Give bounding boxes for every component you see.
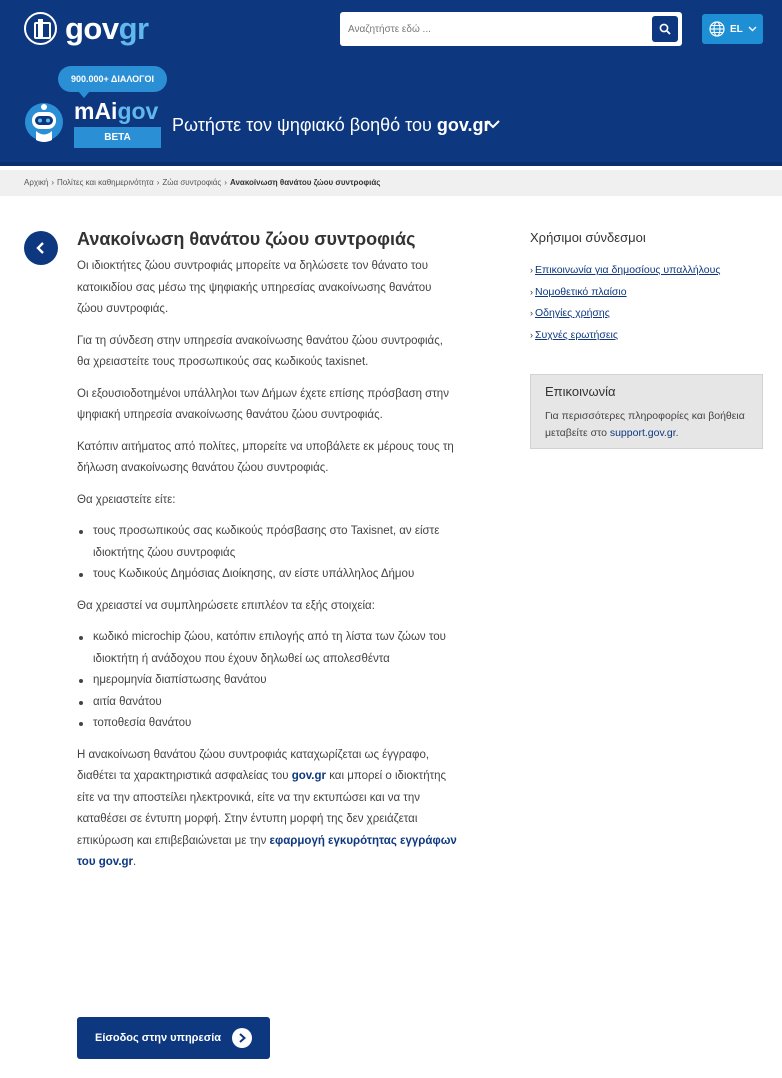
link-usage-instructions[interactable]: Οδηγίες χρήσης [535, 307, 610, 319]
search-box [340, 12, 682, 46]
chevron-down-icon [748, 24, 757, 33]
dialogues-badge: 900.000+ ΔΙΑΛΟΓΟΙ [58, 66, 167, 92]
required-info-list [77, 627, 457, 735]
list-item: τοποθεσία θανάτου [77, 713, 457, 735]
paragraph: Οι εξουσιοδοτημένοι υπάλληλοι των Δήμων έχετε επίσης πρόσβαση στην ψηφιακή υπηρεσία ανακοίνωσης θανάτου ζώου συντροφιάς. [77, 387, 449, 421]
page-title: Ανακοίνωση θανάτου ζώου συντροφιάς [77, 229, 416, 249]
breadcrumb-citizens[interactable]: Πολίτες και καθημερινότητα [56, 178, 154, 187]
beta-label: ΒΕΤΑ [74, 127, 161, 148]
site-header [0, 0, 782, 166]
useful-link-item [530, 325, 720, 347]
list-item: ημερομηνία διαπίστωσης θανάτου [77, 670, 457, 692]
useful-links-title: Χρήσιμοι σύνδεσμοι [530, 230, 646, 245]
breadcrumb-separator: › [156, 178, 160, 187]
paragraph: Η ανακοίνωση θανάτου ζώου συντροφιάς καταχωρίζεται ως έγγραφο, διαθέτει τα χαρακτηριστικά ασφαλείας του gov.gr και μπορεί ο ιδιοκτήτης είτε να την αποστείλει ηλεκτρονικά, είτε να την εκτυπώσει και να την καταθέσει σε έντυπη μορφή. Στην έντυπη μορφή της δεν χρειάζεται επικύρωση και επιβεβαιώνεται με την εφαρμογή εγκυρότητας εγγράφων του gov.gr. [77, 748, 457, 868]
paragraph: Θα χρειαστεί να συμπληρώσετε επιπλέον τα εξής στοιχεία: [77, 599, 375, 612]
caret-icon: › [530, 286, 533, 297]
back-button[interactable] [24, 231, 58, 265]
arrow-right-icon [232, 1028, 252, 1048]
language-code: EL [730, 24, 743, 35]
useful-links-list [530, 260, 720, 346]
globe-icon [709, 21, 725, 37]
logo-text: govgr [65, 11, 149, 46]
paragraph: Οι ιδιοκτήτες ζώου συντροφιάς μπορείτε να δηλώσετε τον θάνατο του κατοικιδίου σας μέσω της ψηφιακής υπηρεσίας ανακοίνωσης θανάτου ζώου συντροφιάς. [77, 260, 432, 315]
breadcrumb-pets[interactable]: Ζώα συντροφιάς [162, 178, 222, 187]
useful-link-item [530, 303, 720, 325]
caret-icon: › [530, 308, 533, 318]
document-validity-link[interactable]: εφαρμογή εγκυρότητας εγγράφων του gov.gr [77, 834, 457, 868]
paragraph: Θα χρειαστείτε είτε: [77, 493, 176, 506]
paragraph: Κατόπιν αιτήματος από πολίτες, μπορείτε να υποβάλετε εκ μέρους τους τη δήλωση ανακοίνωσης θανάτου ζώου συντροφιάς. [77, 440, 454, 474]
contact-text: Για περισσότερες πληροφορίες και βοήθεια μεταβείτε στο support.gov.gr. [545, 410, 745, 439]
breadcrumb-separator: › [224, 178, 227, 187]
list-item: κωδικό microchip ζώου, κατόπιν επιλογής από τη λίστα των ζώων του ιδιοκτήτη ή ανάδοχου που έχουν δηλωθεί ως απολεσθέντα [77, 627, 457, 670]
greek-emblem-icon [24, 12, 57, 45]
govgr-bold-text: gov.gr [291, 770, 326, 782]
caret-icon: › [530, 329, 533, 340]
language-selector[interactable] [702, 14, 763, 44]
chevron-left-icon [35, 241, 47, 255]
main-content [77, 228, 457, 874]
chevron-down-icon[interactable] [485, 118, 501, 132]
link-faq[interactable]: Συχνές ερωτήσεις [535, 328, 618, 341]
list-item: τους προσωπικούς σας κωδικούς πρόσβασης στο Taxisnet, αν είστε ιδιοκτήτης ζώου συντροφιάς [77, 521, 457, 564]
support-link[interactable]: support.gov.gr [609, 427, 676, 439]
enter-service-button[interactable] [77, 1017, 270, 1059]
search-input[interactable] [348, 18, 643, 40]
credentials-list [77, 521, 457, 586]
list-item: τους Κωδικούς Δημόσιας Διοίκησης, αν είστε υπάλληλος Δήμου [77, 564, 457, 586]
link-civil-servants-contact[interactable]: Επικοινωνία για δημοσίους υπαλλήλους [535, 264, 721, 276]
useful-link-item [530, 282, 720, 304]
link-legal-framework[interactable]: Νομοθετικό πλαίσιο [535, 285, 627, 298]
breadcrumb-separator: › [51, 178, 54, 187]
contact-box [530, 374, 763, 449]
search-button[interactable] [652, 16, 678, 42]
list-item: αιτία θανάτου [77, 692, 457, 714]
robot-assistant-icon[interactable] [23, 100, 65, 146]
govgr-logo[interactable] [24, 12, 149, 45]
breadcrumb [0, 170, 782, 196]
contact-title: Επικοινωνία [545, 384, 616, 399]
enter-service-label: Είσοδος στην υπηρεσία [95, 1032, 222, 1044]
breadcrumb-home[interactable]: Αρχική [24, 178, 49, 187]
useful-link-item [530, 260, 720, 282]
assistant-prompt[interactable]: Ρωτήστε τον ψηφιακό βοηθό του gov.gr [172, 115, 491, 135]
breadcrumb-current: Ανακοίνωση θανάτου ζώου συντροφιάς [229, 178, 381, 187]
maigov-title[interactable]: mAigov [74, 98, 159, 124]
paragraph: Για τη σύνδεση στην υπηρεσία ανακοίνωσης θανάτου ζώου συντροφιάς, θα χρειαστείτε τους προσωπικούς σας κωδικούς taxisnet. [77, 334, 443, 368]
caret-icon: › [530, 265, 533, 275]
search-icon [659, 23, 671, 35]
